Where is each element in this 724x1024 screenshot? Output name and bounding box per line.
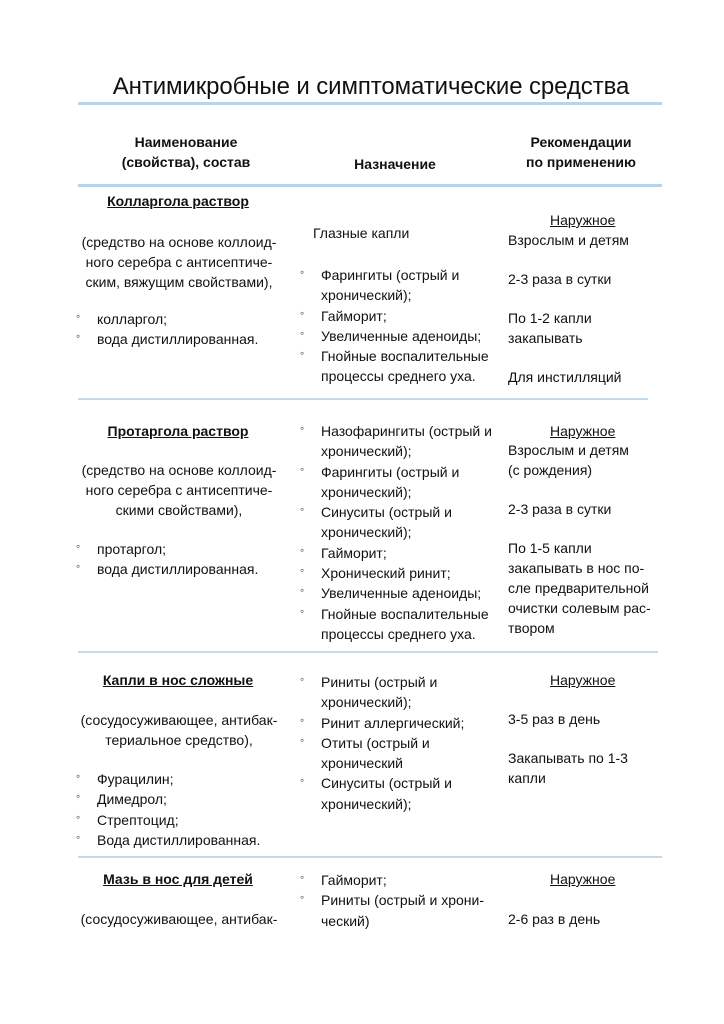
list-item: ◦ Отиты (острый и хронический	[300, 733, 464, 774]
list-item: ◦ протаргол;	[76, 539, 258, 559]
list-item: ◦ Синуситы (острый и хронический);	[300, 773, 464, 814]
list-item: ◦ Хронический ринит;	[300, 563, 492, 583]
list-item: ◦ Риниты (острый и хронический);	[300, 672, 464, 713]
row-divider	[78, 856, 662, 858]
row-divider	[78, 651, 658, 653]
list-item: ◦ Фурацилин;	[76, 769, 260, 789]
row2-usage-type: Наружное	[550, 423, 616, 439]
row2-usage-frequency: 2-3 раза в сутки	[508, 501, 612, 517]
list-item: ◦ Вода дистиллированная.	[76, 830, 260, 850]
list-item: ◦ Ринит аллергический;	[300, 713, 464, 733]
list-item: ◦ Гнойные воспалительные процессы среднего уха.	[300, 604, 492, 645]
list-item: ◦ Димедрол;	[76, 789, 260, 809]
row1-usage-note: Для инстилляций	[508, 369, 622, 385]
list-item: ◦ Фарингиты (острый и хронический);	[300, 462, 492, 503]
row2-purpose-list	[300, 421, 492, 644]
row1-name: Колларгола раствор	[107, 193, 249, 209]
row1-usage-type: Наружное	[550, 212, 616, 228]
header-purpose: Назначение	[354, 156, 436, 172]
row2-usage-dose: По 1-5 капли закапывать в нос по- сле предварительной очистки солевым рас- твором	[508, 540, 651, 636]
list-item: ◦ Фарингиты (острый и хронический);	[300, 265, 489, 306]
row3-description: (сосудосуживающее, антибак- териальное средство),	[80, 712, 278, 748]
row1-composition-list	[76, 309, 258, 350]
header-recommendations: Рекомендации по применению	[526, 134, 636, 170]
row3-name: Капли в нос сложные	[102, 672, 254, 688]
title-divider	[78, 102, 662, 105]
row4-purpose-list	[300, 870, 484, 931]
row3-usage-dose: Закапывать по 1-3 капли	[508, 750, 628, 786]
header-divider	[78, 184, 662, 187]
row4-description: (сосудосуживающее, антибак-	[80, 911, 278, 927]
list-item: ◦ Стрептоцид;	[76, 810, 260, 830]
row-divider	[78, 398, 648, 400]
page-title: Антимикробные и симптоматические средства	[112, 73, 630, 100]
list-item: ◦ колларгол;	[76, 309, 258, 329]
list-item: ◦ Гайморит;	[300, 543, 492, 563]
row1-purpose-plain: Глазные капли	[313, 225, 410, 241]
row3-usage-frequency: 3-5 раз в день	[508, 711, 601, 727]
row2-usage-who: Взрослым и детям (с рождения)	[508, 442, 629, 478]
row2-name: Протаргола раствор	[107, 423, 249, 439]
list-item: ◦ вода дистиллированная.	[76, 329, 258, 349]
row1-usage-who: Взрослым и детям	[508, 232, 629, 248]
row4-usage-frequency: 2-6 раз в день	[508, 911, 601, 927]
row2-composition-list	[76, 539, 258, 580]
list-item: ◦ Гайморит;	[300, 306, 489, 326]
row2-description: (средство на основе коллоид- ного серебра с антисептиче- скими свойствами),	[81, 462, 277, 518]
row3-purpose-list	[300, 672, 464, 814]
row1-purpose-list	[300, 265, 489, 387]
list-item: ◦ Увеличенные аденоиды;	[300, 583, 492, 603]
list-item: ◦ Гайморит;	[300, 870, 484, 890]
row3-usage-type: Наружное	[550, 672, 616, 688]
list-item: ◦ Гнойные воспалительные процессы среднего уха.	[300, 346, 489, 387]
row3-composition-list	[76, 769, 260, 850]
list-item: ◦ Синуситы (острый и хронический);	[300, 502, 492, 543]
row1-usage-frequency: 2-3 раза в сутки	[508, 271, 612, 287]
list-item: ◦ вода дистиллированная.	[76, 559, 258, 579]
list-item: ◦ Увеличенные аденоиды;	[300, 326, 489, 346]
row1-description: (средство на основе коллоид- ного серебра с антисептиче- ским, вяжущим свойствами),	[81, 234, 277, 290]
list-item: ◦ Назофарингиты (острый и хронический);	[300, 421, 492, 462]
row4-name: Мазь в нос для детей	[103, 871, 253, 887]
row1-usage-dose: По 1-2 капли закапывать	[508, 310, 592, 346]
list-item: ◦ Риниты (острый и хрони- ческий)	[300, 890, 484, 931]
row4-usage-type: Наружное	[550, 871, 616, 887]
header-name-composition: Наименование (свойства), состав	[121, 134, 251, 170]
